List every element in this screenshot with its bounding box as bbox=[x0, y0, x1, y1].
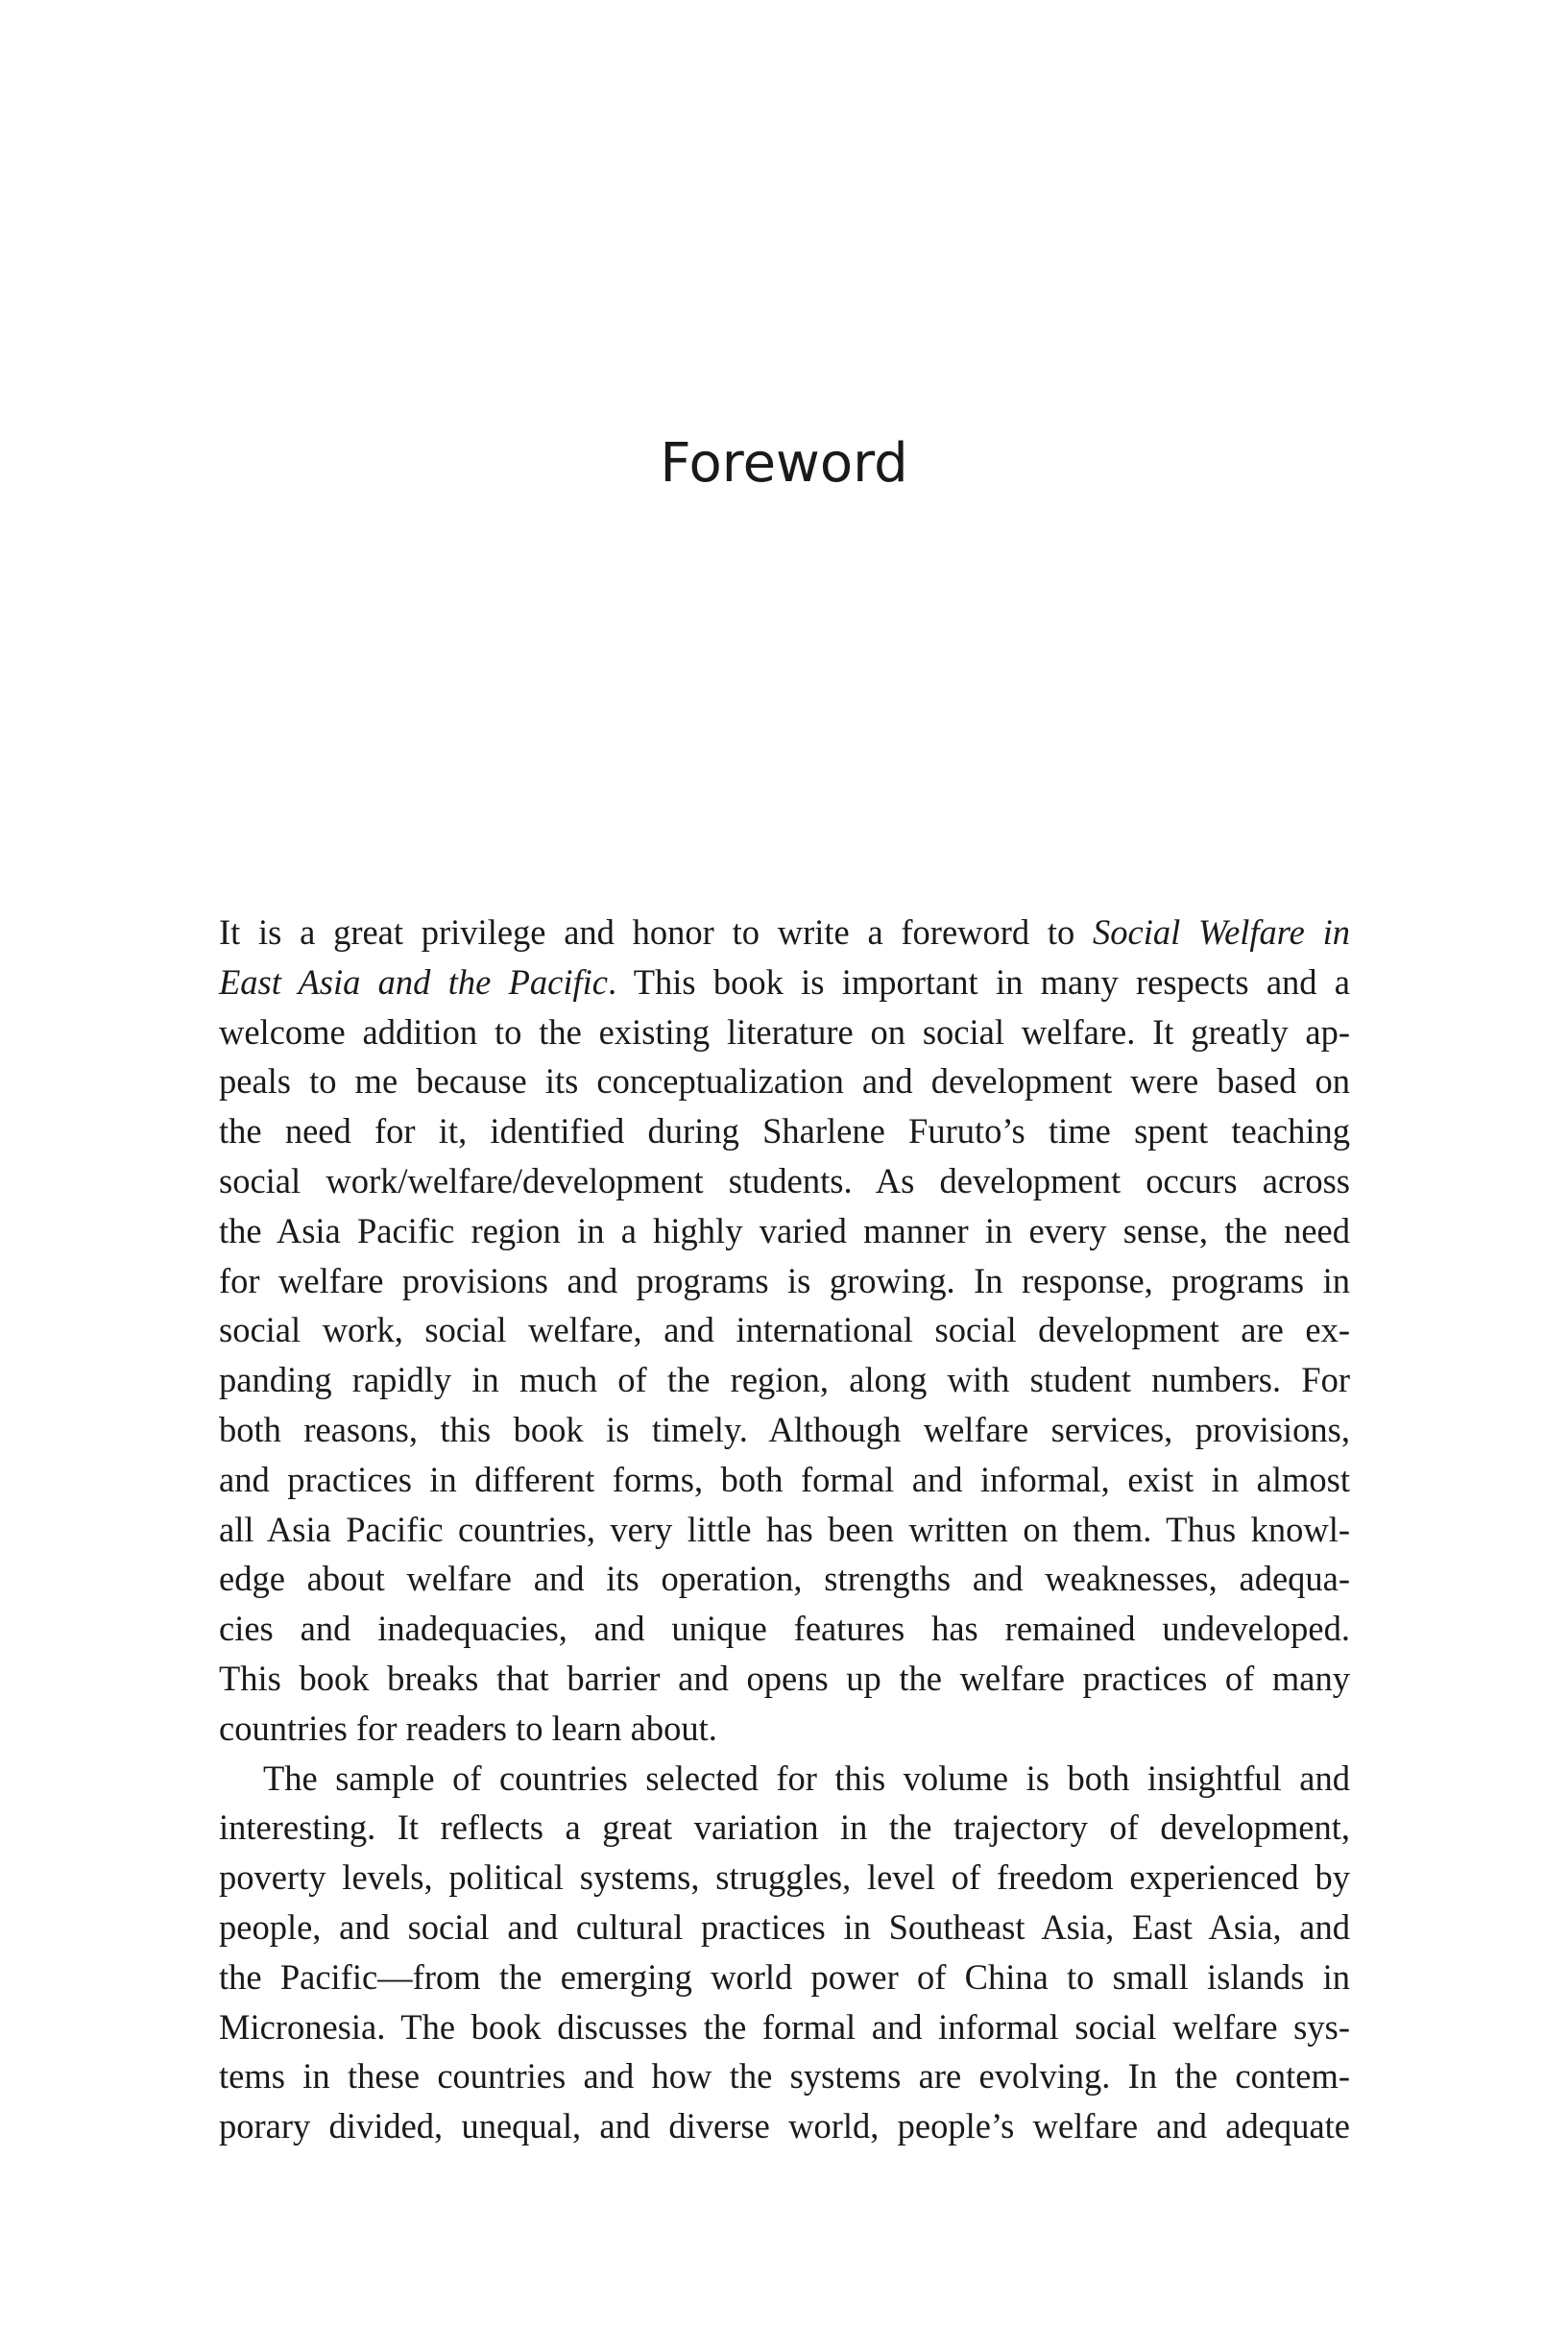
line-text: cies and inadequacies, and unique features has remained undeveloped. bbox=[219, 1609, 1350, 1649]
line-text: porary divided, unequal, and diverse world, people’s welfare and adequate bbox=[219, 2106, 1350, 2146]
text-line bbox=[219, 1554, 1350, 1604]
body-text bbox=[219, 908, 1350, 2151]
text-line bbox=[219, 2051, 1350, 2101]
paragraph bbox=[219, 908, 1350, 1754]
text-line bbox=[219, 1455, 1350, 1505]
line-text: countries for readers to learn about. bbox=[219, 1708, 717, 1748]
line-text: tems in these countries and how the systems are evolving. In the contem- bbox=[219, 2056, 1350, 2097]
line-text: edge about welfare and its operation, strengths and weaknesses, adequa- bbox=[219, 1559, 1350, 1599]
text-line bbox=[219, 1853, 1350, 1903]
text-line bbox=[219, 1505, 1350, 1555]
italic-title-text: East Asia and the Pacific bbox=[219, 961, 608, 1002]
line-text: both reasons, this book is timely. Although welfare services, provisions, bbox=[219, 1409, 1350, 1449]
line-text: The sample of countries selected for this volume is both insightful and bbox=[263, 1758, 1350, 1798]
line-text: social work/welfare/development students. As development occurs across bbox=[219, 1160, 1350, 1200]
line-text: for welfare provisions and programs is growing. In response, programs in bbox=[219, 1260, 1350, 1300]
text-line bbox=[219, 1256, 1350, 1306]
line-text: interesting. It reflects a great variation in the trajectory of development, bbox=[219, 1807, 1350, 1848]
line-text: . This book is important in many respects and a bbox=[607, 961, 1351, 1002]
line-text: the Asia Pacific region in a highly varied manner in every sense, the need bbox=[219, 1210, 1350, 1250]
line-text: people, and social and cultural practices in Southeast Asia, East Asia, and bbox=[219, 1906, 1350, 1947]
text-line bbox=[219, 908, 1350, 958]
text-line bbox=[219, 1803, 1350, 1853]
text-line bbox=[219, 1654, 1350, 1704]
line-text: welcome addition to the existing literature on social welfare. It greatly ap- bbox=[219, 1011, 1350, 1052]
line-text: the Pacific—from the emerging world power of China to small islands in bbox=[219, 1956, 1350, 1997]
line-text: This book breaks that barrier and opens up the welfare practices of many bbox=[219, 1658, 1350, 1698]
paragraph bbox=[219, 1754, 1350, 2151]
line-text: panding rapidly in much of the region, along with student numbers. For bbox=[219, 1360, 1350, 1400]
text-line bbox=[219, 1754, 1350, 1804]
text-line bbox=[219, 2101, 1350, 2151]
line-text: all Asia Pacific countries, very little has been written on them. Thus knowl- bbox=[219, 1509, 1350, 1549]
line-text: peals to me because its conceptualization and development were based on bbox=[219, 1061, 1350, 1102]
text-line bbox=[219, 1007, 1350, 1057]
text-line bbox=[219, 1206, 1350, 1256]
line-text: Micronesia. The book discusses the formal and informal social welfare sys- bbox=[219, 2006, 1350, 2047]
line-text: the need for it, identified during Sharlene Furuto’s time spent teaching bbox=[219, 1111, 1350, 1152]
italic-title-text: Social Welfare in bbox=[1093, 912, 1350, 952]
text-line bbox=[219, 2002, 1350, 2052]
line-text: and practices in different forms, both formal and informal, exist in almost bbox=[219, 1459, 1350, 1499]
text-line bbox=[219, 1604, 1350, 1654]
text-line bbox=[219, 1355, 1350, 1405]
text-line bbox=[219, 1903, 1350, 1952]
line-text: poverty levels, political systems, struggles, level of freedom experienced by bbox=[219, 1857, 1350, 1898]
text-line bbox=[219, 1952, 1350, 2002]
text-line bbox=[219, 1106, 1350, 1156]
page-title: Foreword bbox=[660, 432, 908, 495]
text-line bbox=[219, 1405, 1350, 1455]
line-text: It is a great privilege and honor to write a foreword to bbox=[219, 912, 1094, 952]
line-text: social work, social welfare, and international social development are ex- bbox=[219, 1310, 1350, 1350]
text-line bbox=[219, 1156, 1350, 1206]
text-line bbox=[219, 1704, 1350, 1754]
text-line bbox=[219, 1305, 1350, 1355]
text-line bbox=[219, 958, 1350, 1007]
text-line bbox=[219, 1056, 1350, 1106]
